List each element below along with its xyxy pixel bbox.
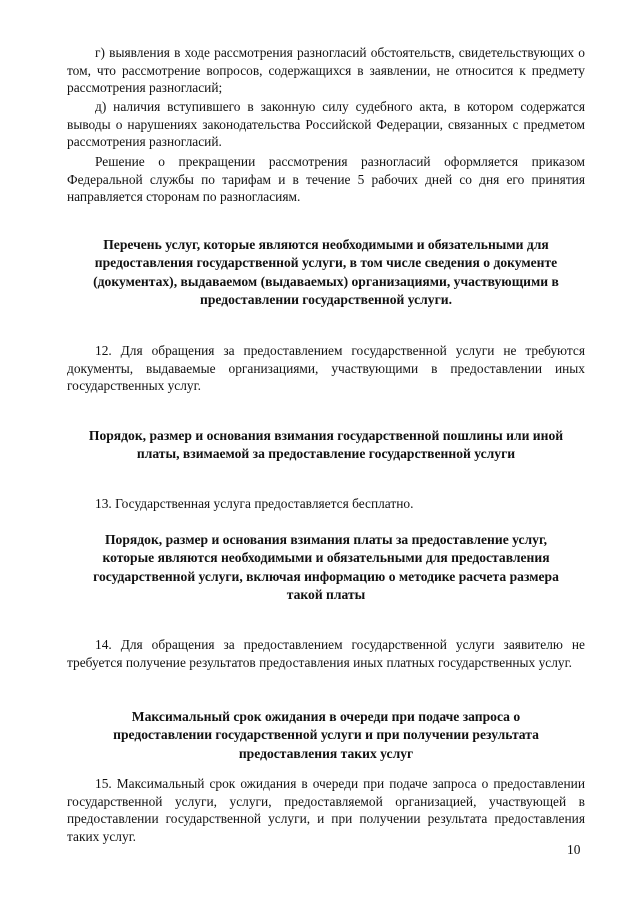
paragraph-d: д) наличия вступившего в законную силу судебного акта, в котором содержатся выводы о нарушениях законодательства Российской Федерации, связанных с предметом рассмотрения разногласий.	[67, 99, 585, 150]
paragraph-decision: Решение о прекращении рассмотрения разногласий оформляется приказом Федеральной службы по тарифам и в течение 5 рабочих дней со дня его принятия направляется сторонам по разногласиям.	[67, 154, 585, 205]
heading-required-services: Перечень услуг, которые являются необходимыми и обязательными для предоставления государственной услуги, в том числе сведения о документе (документах), выдаваемом (выдаваемых) организациями, участвующими в предоставлении государственной услуги.	[93, 237, 559, 308]
heading-payment-for-services: Порядок, размер и основания взимания платы за предоставление услуг, которые являются необходимыми и обязательными для предоставления государственной услуги, включая информацию о методике расчета размера такой платы	[93, 532, 559, 603]
paragraph-13: 13. Государственная услуга предоставляется бесплатно.	[95, 496, 414, 511]
paragraph-g: г) выявления в ходе рассмотрения разногласий обстоятельств, свидетельствующих о том, что рассмотрение вопросов, содержащихся в заявлении, не относится к предмету рассмотрения разногласий;	[67, 45, 585, 96]
paragraph-15: 15. Максимальный срок ожидания в очереди при подаче запроса о предоставлении государственной услуги, услуги, предоставляемой организацией, участвующей в предоставлении государственной услуги, и при получении результата предоставления таких услуг.	[67, 776, 585, 844]
paragraph-12: 12. Для обращения за предоставлением государственной услуги не требуются документы, выдаваемые организациями, участвующими в предоставлении иных государственных услуг.	[67, 343, 585, 394]
page-number: 10	[567, 842, 581, 857]
paragraph-14: 14. Для обращения за предоставлением государственной услуги заявителю не требуется получение результатов предоставления иных платных государственных услуг.	[67, 637, 585, 670]
heading-state-fee: Порядок, размер и основания взимания государственной пошлины или иной платы, взимаемой за предоставление государственной услуги	[88, 428, 564, 462]
heading-max-waiting-time: Максимальный срок ожидания в очереди при подаче запроса о предоставлении государственной услуги и при получении результата предоставления таких услуг	[113, 709, 539, 761]
